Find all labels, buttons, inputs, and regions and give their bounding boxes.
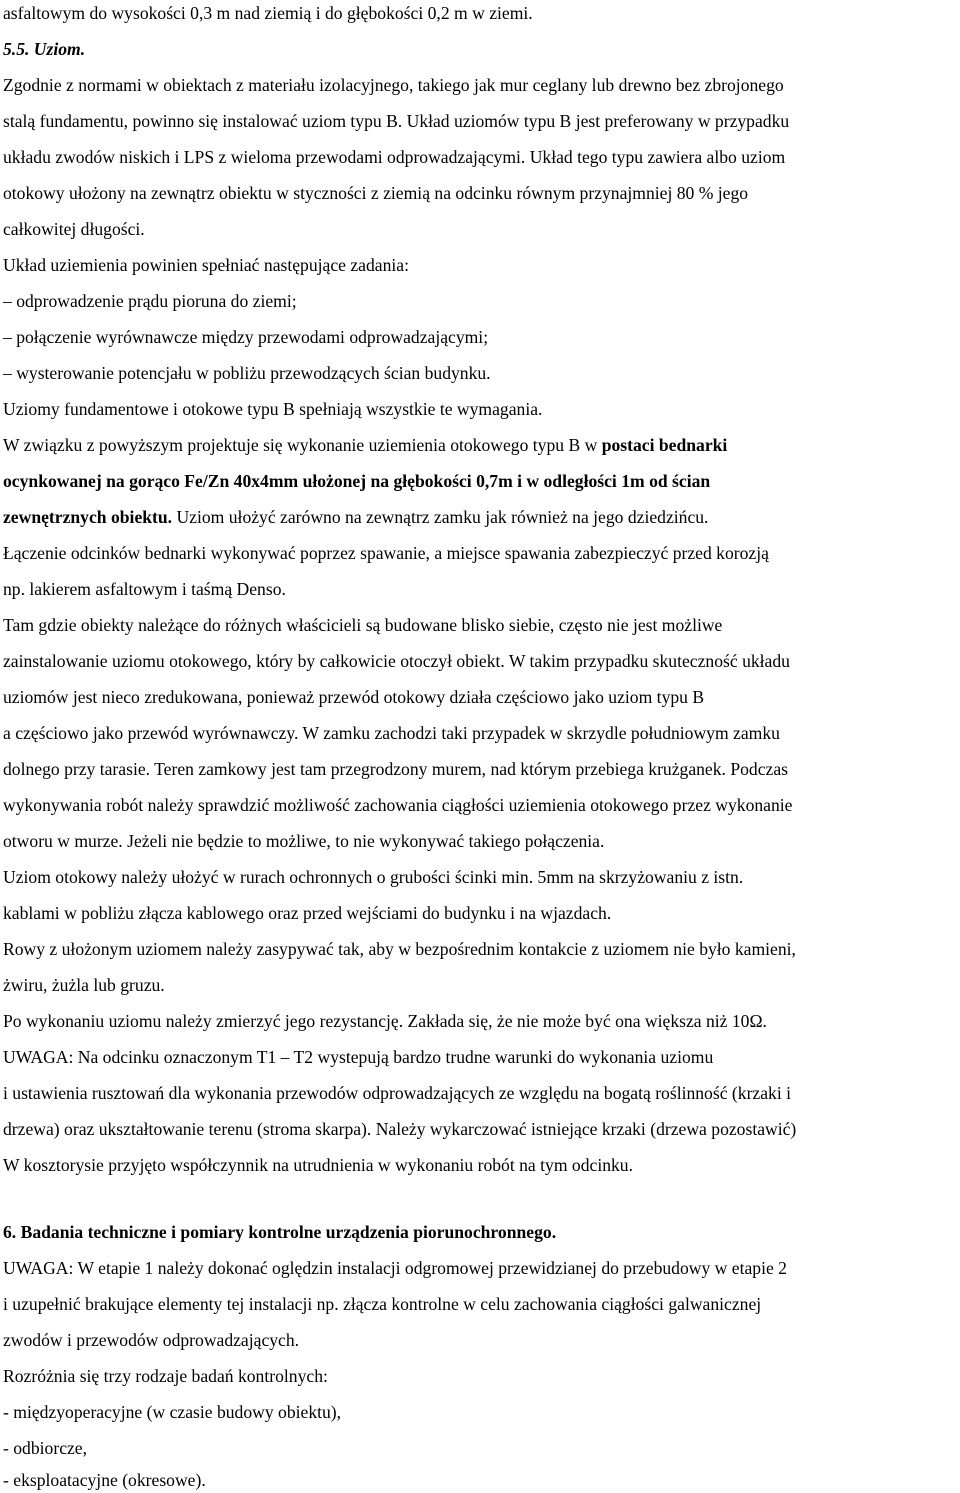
list-item: – wysterowanie potencjału w pobliżu przewodzących ścian budynku.: [3, 363, 491, 383]
text-line: UWAGA: Na odcinku oznaczonym T1 – T2 wystepują bardzo trudne warunki do wykonania uziomu: [3, 1047, 714, 1067]
text-line: Układ uziemienia powinien spełniać następujące zadania:: [3, 255, 409, 275]
text-line: [3, 506, 708, 528]
text-line: i ustawienia rusztowań dla wykonania przewodów odprowadzających ze względu na bogatą roślinność (krzaki i: [3, 1083, 792, 1103]
text-line: Zgodnie z normami w obiektach z materiału izolacyjnego, takiego jak mur ceglany lub drewno bez zbrojonego: [3, 75, 784, 95]
list-item: - eksploatacyjne (okresowe).: [3, 1470, 206, 1490]
text-line: Tam gdzie obiekty należące do różnych właścicieli są budowane blisko siebie, często nie jest możliwe: [3, 615, 723, 635]
text-line: Uziomy fundamentowe i otokowe typu B spełniają wszystkie te wymagania.: [3, 399, 543, 419]
text-line: układu zwodów niskich i LPS z wieloma przewodami odprowadzającymi. Układ tego typu zawiera albo uziom: [3, 147, 786, 167]
text-span: Uziom ułożyć zarówno na zewnątrz zamku jak również na jego dziedzińcu.: [172, 507, 709, 527]
bold-span: postaci bednarki: [601, 435, 728, 455]
text-line: W kosztorysie przyjęto współczynnik na utrudnienia w wykonaniu robót na tym odcinku.: [3, 1155, 633, 1175]
text-line: Rozróżnia się trzy rodzaje badań kontrolnych:: [3, 1366, 328, 1386]
list-item: – połączenie wyrównawcze między przewodami odprowadzającymi;: [3, 327, 489, 347]
text-line: UWAGA: W etapie 1 należy dokonać oględzin instalacji odgromowej przewidzianej do przebudowy w etapie 2: [3, 1258, 787, 1278]
text-line: zwodów i przewodów odprowadzających.: [3, 1330, 300, 1350]
bold-span: zewnętrznych obiektu.: [3, 507, 173, 527]
list-item: – odprowadzenie prądu pioruna do ziemi;: [3, 291, 297, 311]
list-item: - międzyoperacyjne (w czasie budowy obiektu),: [3, 1402, 342, 1422]
text-line: stalą fundamentu, powinno się instalować uziom typu B. Układ uziomów typu B jest preferowany w przypadku: [3, 111, 790, 131]
text-line: np. lakierem asfaltowym i taśmą Denso.: [3, 579, 286, 599]
text-line: kablami w pobliżu złącza kablowego oraz przed wejściami do budynku i na wjazdach.: [3, 903, 612, 923]
section-heading-6: 6. Badania techniczne i pomiary kontrolne urządzenia piorunochronnego.: [3, 1222, 557, 1242]
bold-line: ocynkowanej na gorąco Fe/Zn 40x4mm ułożonej na głębokości 0,7m i w odległości 1m od ścian: [3, 471, 711, 491]
text-line: drzewa) oraz ukształtowanie terenu (stroma skarpa). Należy wykarczować istniejące krzaki (drzewa pozostawić): [3, 1119, 797, 1139]
text-line: wykonywania robót należy sprawdzić możliwość zachowania ciągłości uziemienia otokowego przez wykonanie: [3, 795, 793, 815]
text-line: uziomów jest nieco zredukowana, ponieważ przewód otokowy działa częściowo jako uziom typu B: [3, 687, 705, 707]
section-heading-5-5: 5.5. Uziom.: [3, 39, 86, 59]
text-line: asfaltowym do wysokości 0,3 m nad ziemią i do głębokości 0,2 m w ziemi.: [3, 3, 533, 23]
text-line: otokowy ułożony na zewnątrz obiektu w styczności z ziemią na odcinku równym przynajmniej 80 % jego: [3, 183, 749, 203]
text-line: dolnego przy tarasie. Teren zamkowy jest tam przegrodzony murem, nad którym przebiega krużganek. Podczas: [3, 759, 788, 779]
text-line: Łączenie odcinków bednarki wykonywać poprzez spawanie, a miejsce spawania zabezpieczyć przed korozją: [3, 543, 769, 563]
text-line: i uzupełnić brakujące elementy tej instalacji np. złącza kontrolne w celu zachowania ciągłości galwanicznej: [3, 1294, 762, 1314]
text-line: żwiru, żużla lub gruzu.: [3, 975, 165, 995]
text-line: a częściowo jako przewód wyrównawczy. W zamku zachodzi taki przypadek w skrzydle południowym zamku: [3, 723, 780, 743]
text-line: Rowy z ułożonym uziomem należy zasypywać tak, aby w bezpośrednim kontakcie z uziomem nie było kamieni,: [3, 939, 796, 959]
text-span: W związku z powyższym projektuje się wykonanie uziemienia otokowego typu B w: [3, 435, 602, 455]
text-line: całkowitej długości.: [3, 219, 145, 239]
text-line: [3, 434, 727, 456]
text-line: zainstalowanie uziomu otokowego, który by całkowicie otoczył obiekt. W takim przypadku skuteczność układu: [3, 651, 790, 671]
text-line: Po wykonaniu uziomu należy zmierzyć jego rezystancję. Zakłada się, że nie może być ona większa niż 10Ω.: [3, 1011, 767, 1031]
text-line: otworu w murze. Jeżeli nie będzie to możliwe, to nie wykonywać takiego połączenia.: [3, 831, 605, 851]
text-line: Uziom otokowy należy ułożyć w rurach ochronnych o grubości ścinki min. 5mm na skrzyżowaniu z istn.: [3, 867, 744, 887]
list-item: - odbiorcze,: [3, 1438, 88, 1458]
